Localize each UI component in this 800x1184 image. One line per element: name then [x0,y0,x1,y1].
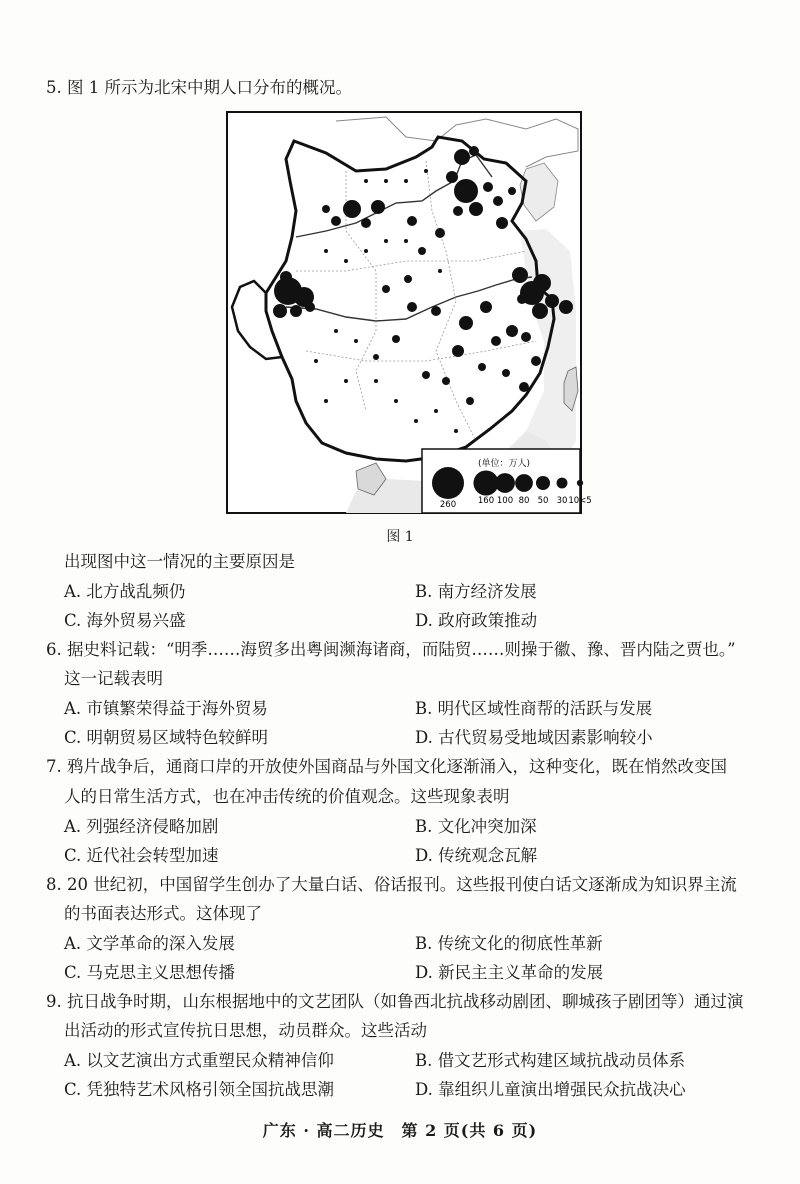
population-map [226,111,592,514]
q6-option-a[interactable]: A. 市镇繁荣得益于海外贸易 [64,699,268,718]
q7-option-d[interactable]: D. 传统观念瓦解 [415,846,538,865]
q9-stem-line1: 9. 抗日战争时期，山东根据地中的文艺团队（如鲁西北抗战移动剧团、聊城孩子剧团等）通过演 [46,992,744,1011]
legend-circle-260 [432,467,464,499]
legend-unit: (单位：万人) [478,459,531,469]
legend-circle-100 [495,473,515,493]
legend-label-10lt5: 10<5 [568,496,592,506]
q5-option-a[interactable]: A. 北方战乱频仍 [64,582,186,601]
q8-option-a[interactable]: A. 文学革命的深入发展 [64,934,235,953]
q9-option-c[interactable]: C. 凭独特艺术风格引领全国抗战思潮 [64,1080,335,1099]
q8-stem-line2: 的书面表达形式。这体现了 [64,904,262,923]
q9-option-a[interactable]: A. 以文艺演出方式重塑民众精神信仰 [64,1051,334,1070]
q5-option-c[interactable]: C. 海外贸易兴盛 [64,611,186,630]
legend-label-50: 50 [537,496,549,506]
q6-stem-line2: 这一记载表明 [64,669,163,688]
q7-stem-line1: 7. 鸦片战争后，通商口岸的开放使外国商品与外国文化逐渐涌入，这种变化，既在悄然改变国 [46,757,727,776]
legend-circle-10lt5 [577,480,583,486]
q5-option-b[interactable]: B. 南方经济发展 [415,582,537,601]
q9-stem-line2: 出活动的形式宣传抗日思想，动员群众。这些活动 [64,1021,427,1040]
legend-circle-160 [473,470,498,495]
legend-circle-80 [515,474,533,492]
q6-option-d[interactable]: D. 古代贸易受地域因素影响较小 [415,728,653,747]
q5-option-d[interactable]: D. 政府政策推动 [415,611,538,630]
legend-circle-50 [536,476,550,490]
page-footer: 广东 · 高二历史 第 2 页(共 6 页) [262,1121,538,1140]
q9-option-d[interactable]: D. 靠组织儿童演出增强民众抗战决心 [415,1080,686,1099]
legend-label-30: 30 [556,496,568,506]
q7-stem-line2: 人的日常生活方式，也在冲击传统的价值观念。这些现象表明 [64,787,510,806]
q6-option-c[interactable]: C. 明朝贸易区域特色较鲜明 [64,728,269,747]
q6-stem-line1: 6. 据史料记载：“明季……海贸多出粤闽濒海诸商，而陆贸……则操于徽、豫、晋内陆之贾也。” [46,640,736,659]
q7-option-c[interactable]: C. 近代社会转型加速 [64,846,219,865]
q5-question: 出现图中这一情况的主要原因是 [64,552,295,571]
q7-option-b[interactable]: B. 文化冲突加深 [415,817,537,836]
q8-option-b[interactable]: B. 传统文化的彻底性革新 [415,934,603,953]
q6-option-b[interactable]: B. 明代区域性商帮的活跃与发展 [415,699,653,718]
legend-label-260: 260 [439,500,457,510]
q5-stem: 5. 图 1 所示为北宋中期人口分布的概况。 [46,78,352,97]
legend-circle-30 [557,478,568,489]
q8-option-c[interactable]: C. 马克思主义思想传播 [64,963,236,982]
q8-stem-line1: 8. 20 世纪初，中国留学生创办了大量白话、俗话报刊。这些报刊使白话文逐渐成为知识界主流 [46,875,737,894]
figure-caption: 图 1 [386,529,414,545]
q7-option-a[interactable]: A. 列强经济侵略加剧 [64,817,219,836]
legend-label-80: 80 [518,496,530,506]
q8-option-d[interactable]: D. 新民主主义革命的发展 [415,963,604,982]
legend-label-100: 100 [496,496,514,506]
legend-label-160: 160 [477,496,495,506]
q9-option-b[interactable]: B. 借文艺形式构建区域抗战动员体系 [415,1051,686,1070]
